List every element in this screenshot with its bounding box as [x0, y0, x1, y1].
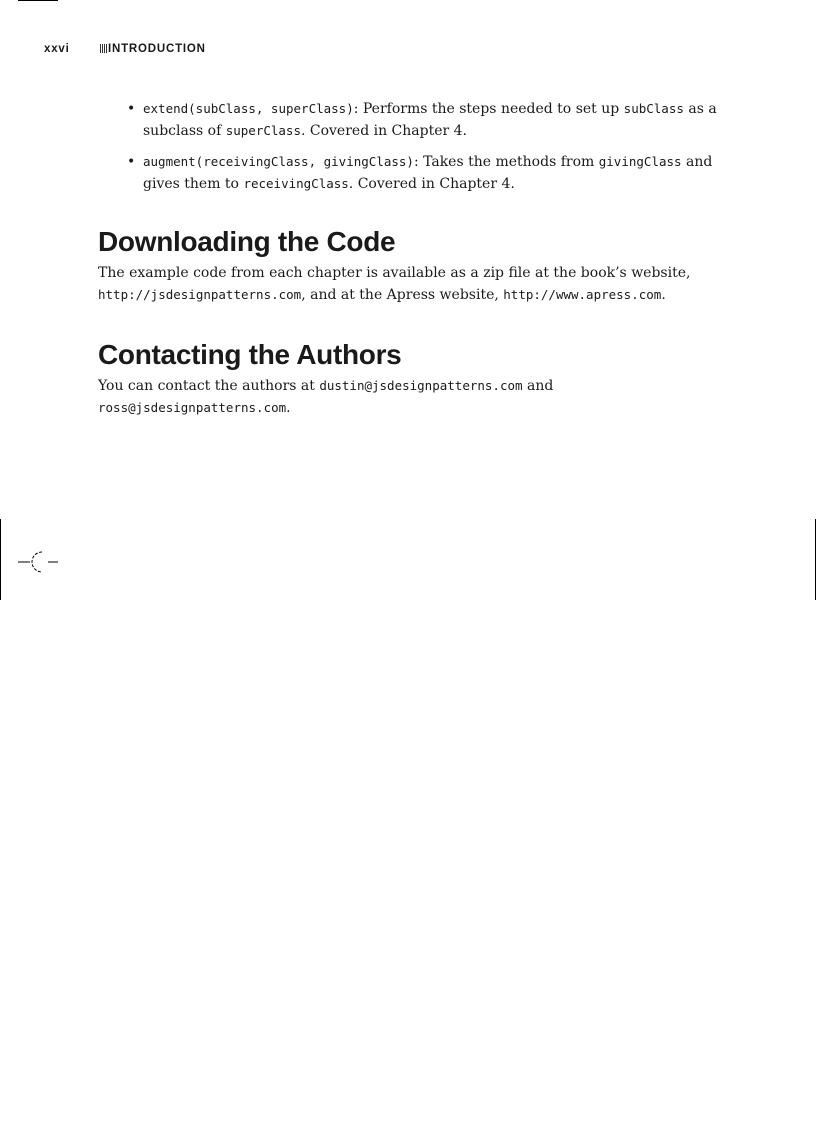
list-item-text: as a subclass of — [143, 101, 717, 139]
list-item-text: : Performs the steps needed to set up — [353, 101, 624, 117]
paragraph-text: . — [661, 287, 666, 303]
code-inline: receivingClass — [243, 176, 349, 191]
paragraph-text: , and at the Apress website, — [301, 287, 504, 303]
code-inline: subClass — [623, 101, 684, 116]
email-dustin: dustin@jsdesignpatterns.com — [319, 378, 523, 393]
code-inline: augment(receivingClass, givingClass) — [143, 154, 414, 169]
code-inline: superClass — [225, 123, 301, 138]
page-number: xxvi — [44, 43, 70, 55]
website-url: http://jsdesignpatterns.com — [98, 287, 302, 302]
list-item-text: and gives them to — [143, 154, 713, 192]
list-item-text: . Covered in Chapter 4. — [300, 123, 468, 139]
list-item-text: . Covered in Chapter 4. — [348, 176, 515, 192]
apress-url: http://www.apress.com — [503, 287, 662, 302]
downloading-paragraph — [98, 262, 738, 306]
section-heading-downloading: Downloading the Code — [98, 226, 396, 257]
paragraph-text: and — [522, 378, 554, 394]
contacting-paragraph — [98, 375, 738, 419]
paragraph-text: . — [286, 400, 291, 416]
code-inline: extend(subClass, superClass) — [143, 101, 354, 116]
list-item — [126, 98, 726, 142]
method-list — [126, 98, 726, 204]
registration-mark-icon — [18, 550, 60, 574]
crop-mark-left — [0, 519, 1, 600]
email-ross: ross@jsdesignpatterns.com — [98, 400, 287, 415]
code-inline: givingClass — [598, 154, 682, 169]
chapter-title: INTRODUCTION — [108, 43, 206, 55]
crop-mark-top — [18, 0, 58, 1]
paragraph-text: The example code from each chapter is available as a zip file at the book’s website, — [98, 265, 691, 281]
section-heading-contacting: Contacting the Authors — [98, 339, 402, 370]
header-bar-icon — [100, 44, 107, 53]
list-item — [126, 151, 726, 195]
paragraph-text: You can contact the authors at — [98, 378, 320, 394]
list-item-text: : Takes the methods from — [413, 154, 599, 170]
running-head — [44, 43, 206, 55]
